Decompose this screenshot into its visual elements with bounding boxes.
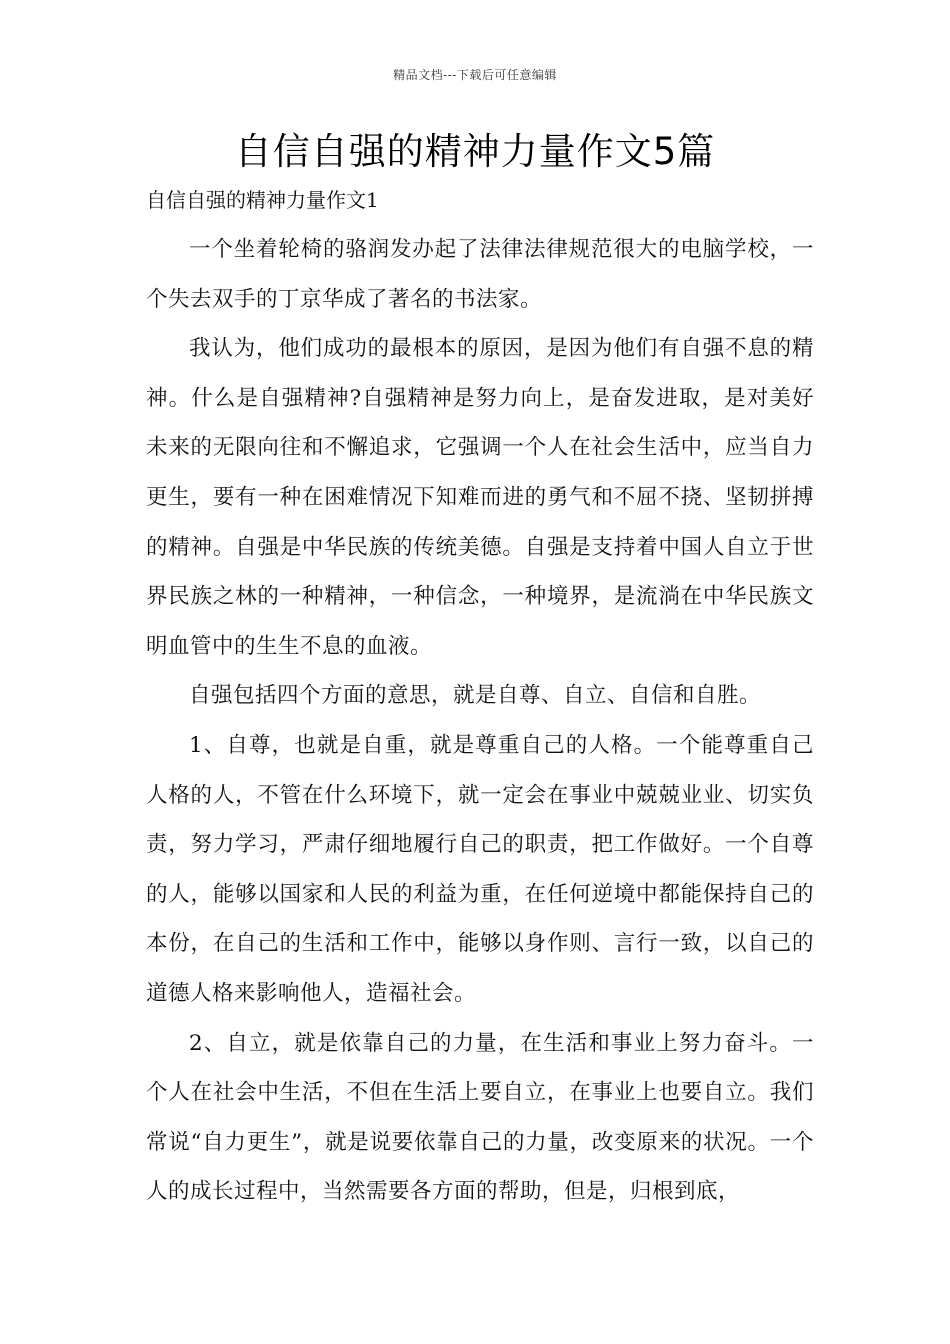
paragraph: 一个坐着轮椅的骆润发办起了法律法律规范很大的电脑学校，一个失去双手的丁京华成了著名的书法家。 — [146, 237, 814, 312]
essay-body — [146, 225, 814, 1217]
document-title: 自信自强的精神力量作文5篇 — [234, 130, 716, 173]
essay-subheading: 自信自强的精神力量作文1 — [146, 188, 379, 212]
paragraph: 2、自立，就是依靠自己的力量，在生活和事业上努力奋斗。一个人在社会中生活，不但在生活上要自立，在事业上也要自立。我们常说“自力更生”，就是说要依靠自己的力量，改变原来的状况。一个人的成长过程中，当然需要各方面的帮助，但是，归根到底， — [146, 1030, 814, 1205]
paragraph: 我认为，他们成功的最根本的原因，是因为他们有自强不息的精神。什么是自强精神?自强精神是努力向上，是奋发进取，是对美好未来的无限向往和不懈追求，它强调一个人在社会生活中，应当自力更生，要有一种在困难情况下知难而进的勇气和不屈不挠、坚韧拼搏的精神。自强是中华民族的传统美德。自强是支持着中国人自立于世界民族之林的一种精神，一种信念，一种境界，是流淌在中华民族文明血管中的生生不息的血液。 — [146, 336, 814, 659]
paragraph: 1、自尊，也就是自重，就是尊重自己的人格。一个能尊重自己人格的人，不管在什么环境下，就一定会在事业中兢兢业业、切实负责，努力学习，严肃仔细地履行自己的职责，把工作做好。一个自尊的人，能够以国家和人民的利益为重，在任何逆境中都能保持自己的本份，在自己的生活和工作中，能够以身作则、言行一致，以自己的道德人格来影响他人，造福社会。 — [146, 732, 814, 1006]
header-note: 精品文档---下载后可任意编辑 — [393, 68, 557, 82]
paragraph: 自强包括四个方面的意思，就是自尊、自立、自信和自胜。 — [189, 683, 762, 709]
